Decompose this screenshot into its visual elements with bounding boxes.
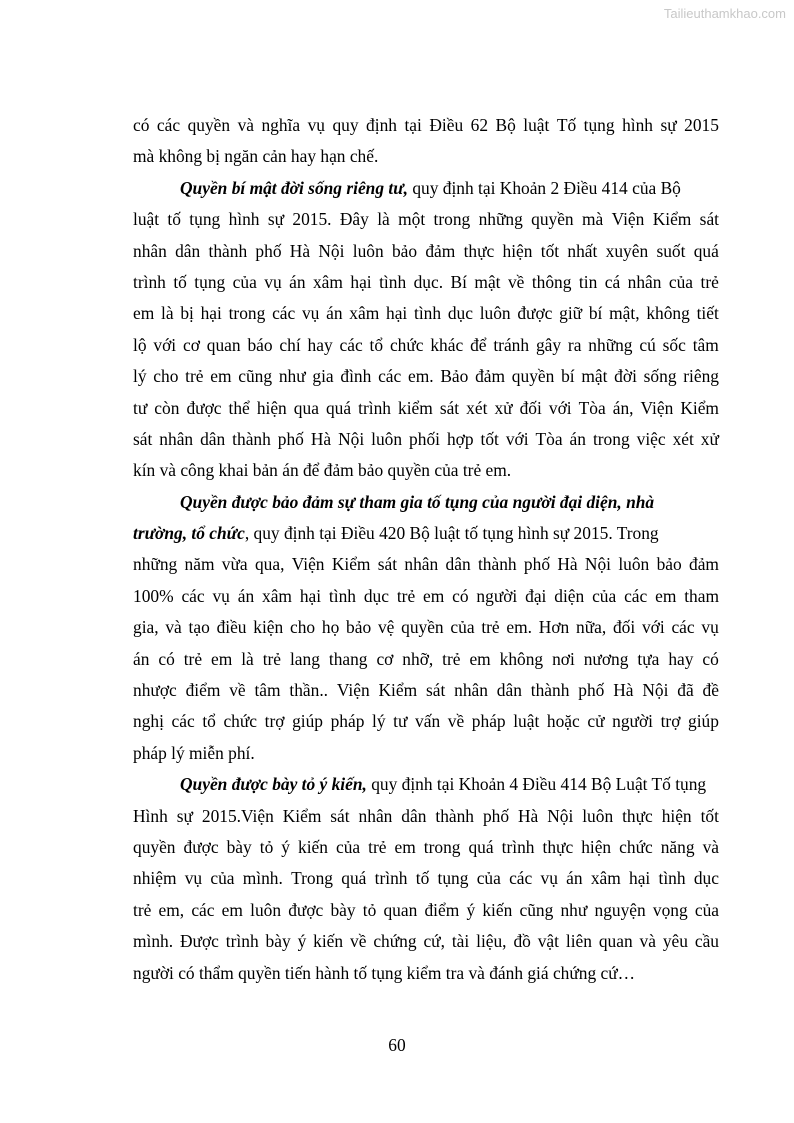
paragraph-expression-right <box>133 769 719 989</box>
paragraph-privacy-right <box>133 173 719 487</box>
text-line: án có trẻ em là trẻ lang thang cơ nhỡ, trẻ em không nơi nương tựa hay có <box>133 648 719 669</box>
text-line: trẻ em, các em luôn được bày tỏ quan điểm ý kiến cũng như nguyện vọng của <box>133 899 719 920</box>
expression-right-heading: Quyền được bày tỏ ý kiến, <box>180 774 367 795</box>
text-line <box>133 487 719 518</box>
text-line: sát nhân dân thành phố Hà Nội luôn phối hợp tốt với Tòa án trong việc xét xử <box>133 428 719 449</box>
text-line: tư còn được thể hiện qua quá trình kiểm sát xét xử đối với Tòa án, Viện Kiểm <box>133 397 719 418</box>
text-line: mình. Được trình bày ý kiến về chứng cứ, tài liệu, đồ vật liên quan và yêu cầu <box>133 931 719 952</box>
text-line <box>133 173 719 204</box>
representative-right-heading: Quyền được bảo đảm sự tham gia tố tụng của người đại diện, nhà <box>180 491 655 512</box>
text-line: lý cho trẻ em cũng như gia đình các em. Bảo đảm quyền bí mật đời sống riêng <box>133 366 719 387</box>
document-body <box>133 110 719 989</box>
text-line: luật tố tụng hình sự 2015. Đây là một trong những quyền mà Viện Kiểm sát <box>133 209 719 230</box>
paragraph-continuation <box>133 110 719 173</box>
text-line: nhiệm vụ của mình. Trong quá trình tố tụng của các vụ án xâm hại tình dục <box>133 868 719 889</box>
privacy-right-heading: Quyền bí mật đời sống riêng tư, <box>180 177 408 198</box>
text-line: những năm vừa qua, Viện Kiểm sát nhân dân thành phố Hà Nội luôn bảo đảm <box>133 554 719 575</box>
text-line <box>133 769 719 800</box>
text-line: trình tố tụng của vụ án xâm hại tình dục. Bí mật về thông tin cá nhân của trẻ <box>133 271 719 292</box>
text-line: nhân dân thành phố Hà Nội luôn bảo đảm thực hiện tốt nhất xuyên suốt quá <box>133 240 719 261</box>
text-line: Hình sự 2015.Viện Kiểm sát nhân dân thành phố Hà Nội luôn thực hiện tốt <box>133 805 719 826</box>
page-number: 60 <box>388 1035 406 1055</box>
text-line: pháp lý miễn phí. <box>133 742 255 763</box>
text-line: kín và công khai bản án để đảm bảo quyền của trẻ em. <box>133 460 512 481</box>
text-line: có các quyền và nghĩa vụ quy định tại Điều 62 Bộ luật Tố tụng hình sự 2015 <box>133 115 719 135</box>
representative-right-heading-cont: trường, tổ chức <box>133 523 245 544</box>
text-span: , quy định tại Điều 420 Bộ luật tố tụng hình sự 2015. Trong <box>244 523 659 544</box>
text-line: người có thẩm quyền tiến hành tố tụng kiểm tra và đánh giá chứng cứ… <box>133 962 636 983</box>
text-line: nhược điểm về tâm thần.. Viện Kiểm sát nhân dân thành phố Hà Nội đã đề <box>133 680 719 701</box>
text-line: 100% các vụ án xâm hại tình dục trẻ em có người đại diện của các em tham <box>133 585 719 606</box>
text-span: quy định tại Khoản 4 Điều 414 Bộ Luật Tố tụng <box>366 774 707 795</box>
text-line: quyền được bày tỏ ý kiến của trẻ em trong quá trình thực hiện chức năng và <box>133 836 719 857</box>
watermark: Tailieuthamkhao.com <box>663 6 786 21</box>
text-line: nghị các tổ chức trợ giúp pháp lý tư vấn về pháp luật hoặc cử người trợ giúp <box>133 711 719 732</box>
text-line: gia, và tạo điều kiện cho họ bảo vệ quyền của trẻ em. Hơn nữa, đối với các vụ <box>133 617 719 638</box>
paragraph-representative-right <box>133 487 719 770</box>
text-line: em là bị hại trong các vụ án xâm hại tình dục luôn được giữ bí mật, không tiết <box>133 303 719 324</box>
text-line: lộ với cơ quan báo chí hay các tổ chức khác để tránh gây ra những cú sốc tâm <box>133 334 719 355</box>
text-line <box>133 518 719 549</box>
text-span: quy định tại Khoản 2 Điều 414 của Bộ <box>407 177 681 198</box>
text-line: mà không bị ngăn cản hay hạn chế. <box>133 146 379 167</box>
